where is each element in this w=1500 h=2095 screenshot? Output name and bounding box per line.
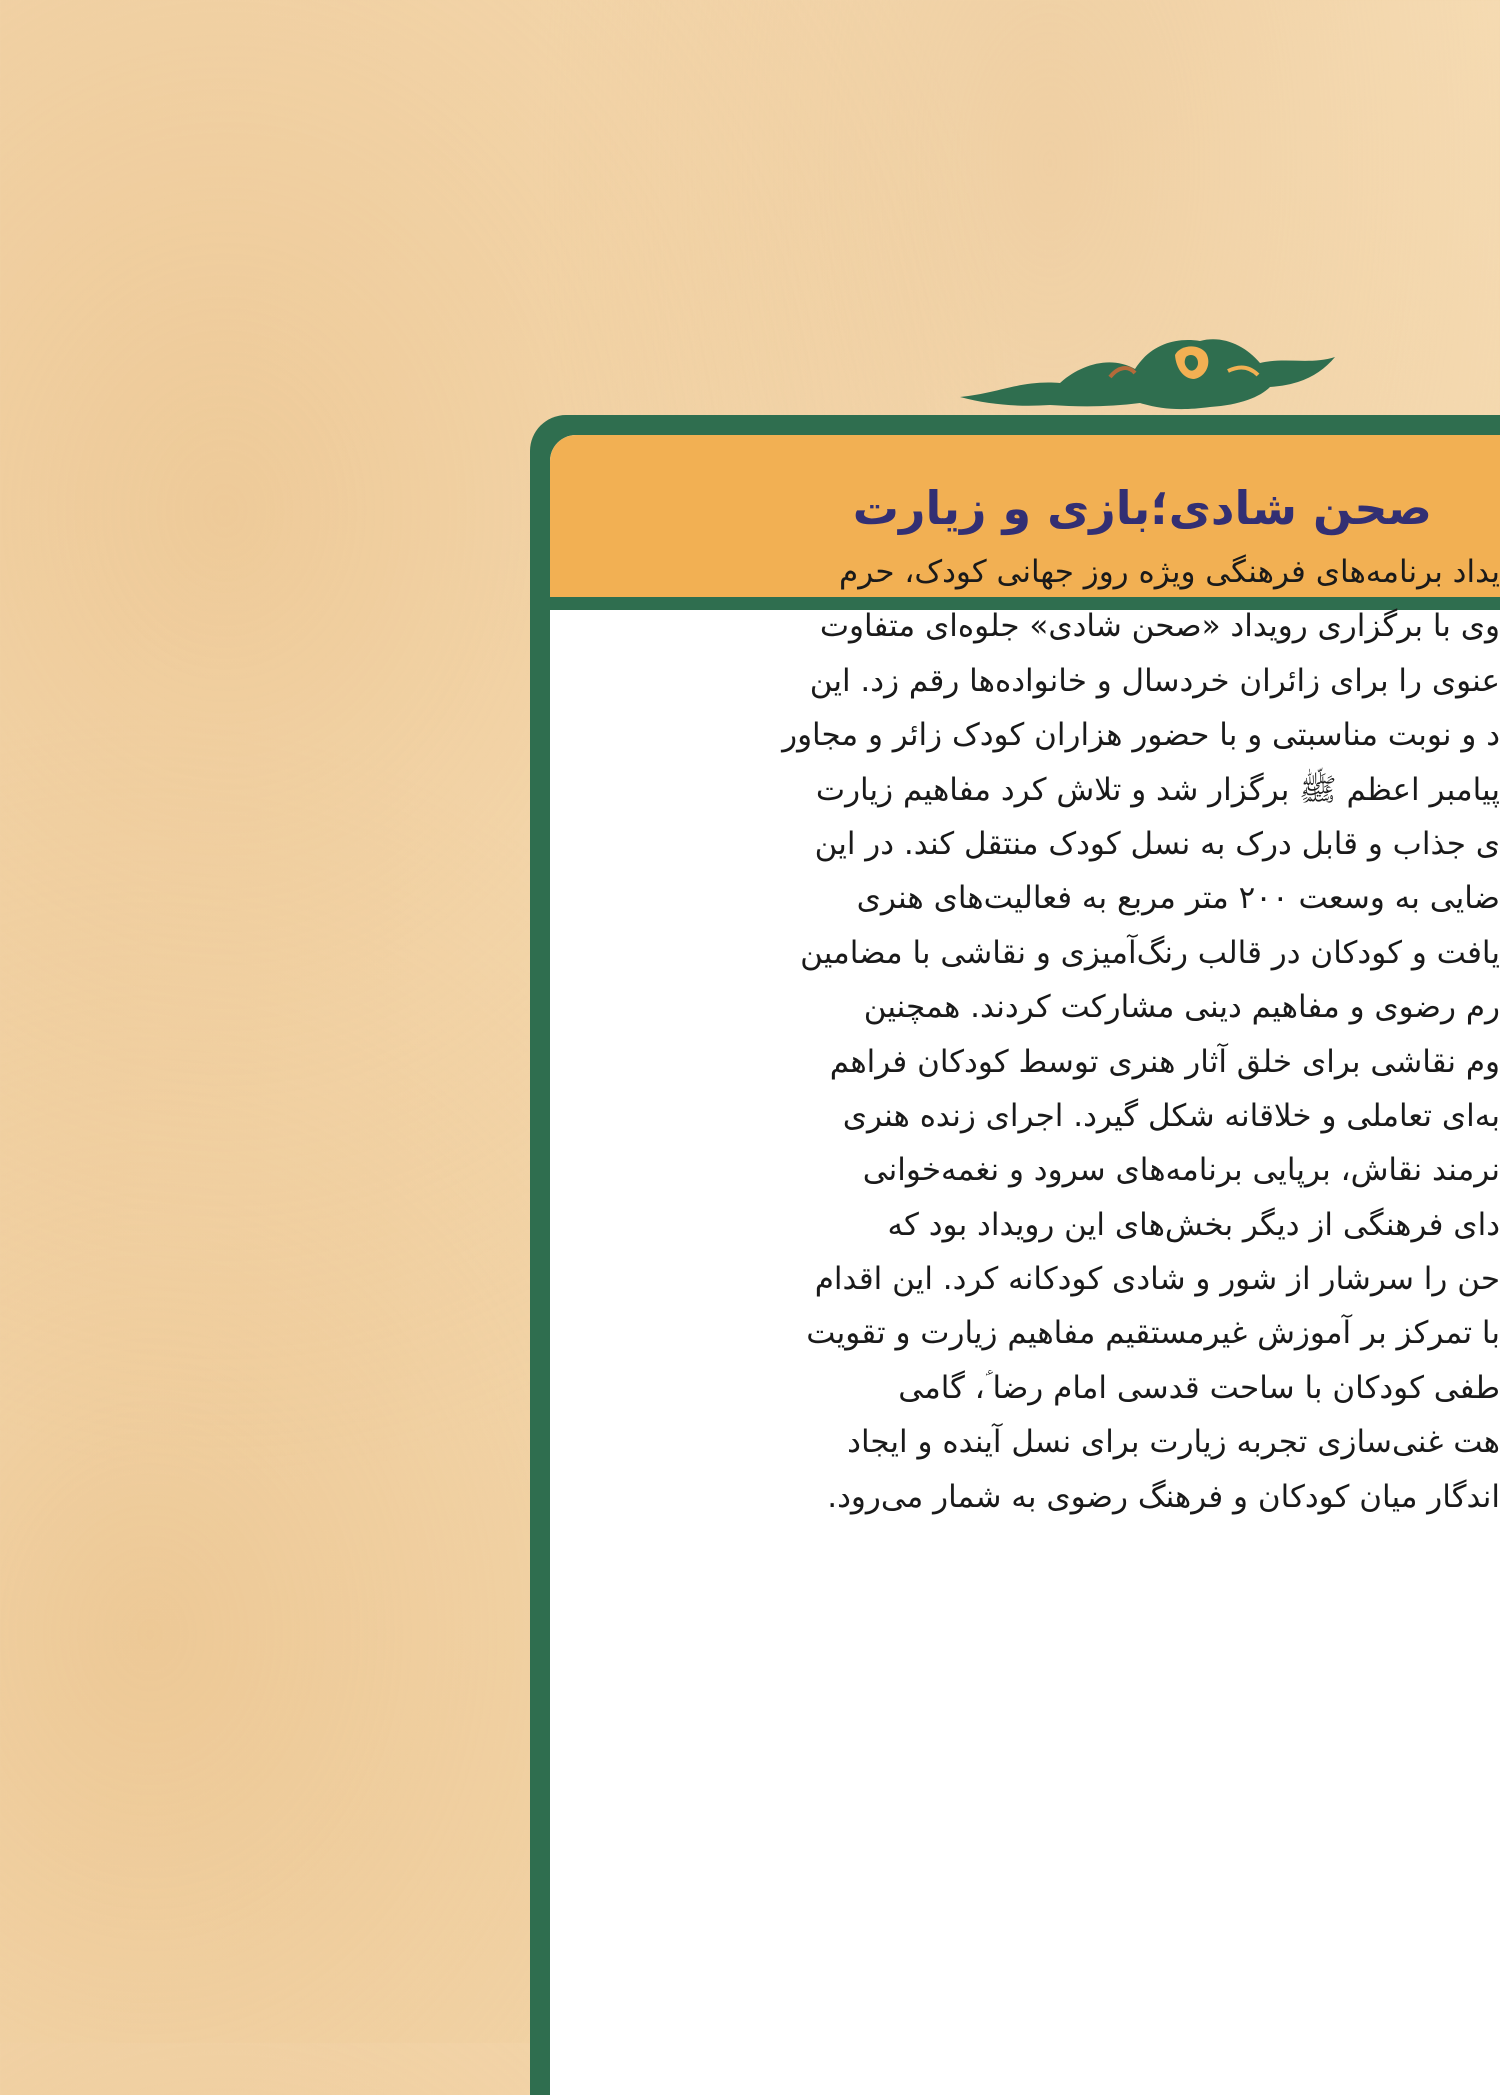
article-body xyxy=(500,545,1500,1524)
body-line: هت غنی‌سازی تجربه زیارت برای نسل آینده و ایجاد xyxy=(847,1424,1500,1461)
body-line: وی با برگزاری رویداد «صحن شادی» جلوه‌ای متفاوت xyxy=(819,608,1500,645)
body-line: رم رضوی و مفاهیم دینی مشارکت کردند. همچنین xyxy=(863,989,1500,1026)
body-line: طفی کودکان با ساحت قدسی امام رضا ؑ، گامی xyxy=(898,1369,1500,1406)
body-line: با تمرکز بر آموزش غیرمستقیم مفاهیم زیارت و تقویت xyxy=(806,1315,1500,1352)
body-line: دای فرهنگی از دیگر بخش‌های این رویداد بود که xyxy=(887,1206,1500,1243)
body-line: ی جذاب و قابل درک به نسل کودک منتقل کند. در این xyxy=(814,825,1500,862)
body-line: عنوی را برای زائران خردسال و خانواده‌ها رقم زد. این xyxy=(809,662,1500,699)
body-line: اندگار میان کودکان و فرهنگ رضوی به شمار می‌رود. xyxy=(827,1478,1500,1515)
body-line: یافت و کودکان در قالب رنگ‌آمیزی و نقاشی با مضامین xyxy=(800,934,1500,971)
body-line: پیامبر اعظم ﷺ برگزار شد و تلاش کرد مفاهیم زیارت xyxy=(815,771,1500,808)
body-line: ضایی به وسعت ۲۰۰ متر مربع به فعالیت‌های هنری xyxy=(856,880,1500,917)
body-line: نرمند نقاش، برپایی برنامه‌های سرود و نغمه‌خوانی xyxy=(862,1152,1500,1189)
body-line: یداد برنامه‌های فرهنگی ویژه روز جهانی کودک، حرم xyxy=(839,554,1500,590)
body-line: حن را سرشار از شور و شادی کودکانه کرد. این اقدام xyxy=(814,1261,1500,1298)
body-line: وم نقاشی برای خلق آثار هنری توسط کودکان فراهم xyxy=(829,1043,1500,1080)
body-line: به‌ای تعاملی و خلاقانه شکل گیرد. اجرای زنده هنری xyxy=(842,1097,1500,1134)
article-title: صحن شادی؛بازی و زیارت xyxy=(852,481,1432,535)
body-line: د و نوبت مناسبتی و با حضور هزاران کودک زائر و مجاور xyxy=(782,717,1500,754)
floral-ornament xyxy=(960,335,1350,415)
